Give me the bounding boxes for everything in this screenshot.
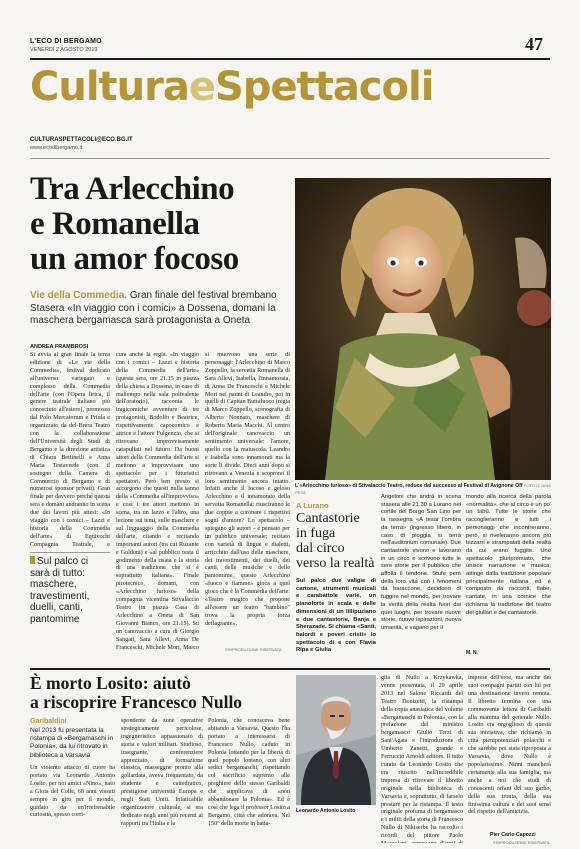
article1-author: ANDREA FRAMBROSI	[30, 344, 89, 350]
article3-col3-text: Polonia, che conosceva bene abitando a Varsavia. Questo l'ha portato a interessarsi di Francesco Nullo, caduto in Polonia lottando per la libertà di quel popolo lontano, con altri sedici bergamaschi, rispettando col sacrificio supremo alle preghiere dello stesso Garibaldi che supplicava di «non abbandonare la Polonia». Ed è così che lega il professor Losito a Bergamo, città che adorava. Nel 150° della morte in batta-	[208, 718, 290, 827]
article2-col2-text: Angeloni che andrà in scena stasera alle 21.30 a Lurano nel cortile del Borgo San Lino per la rassegna «A tesar l'ombra da terra» (ingresso libero, in caso di pioggia si terrà nell'auditorium comunale). Due cantastorie vivono e lavorano in un circo e scrivono tutte le sere storie per il pubblico che affolla il tendone. Stufe però della loro vita con i fenomeni da baraccone, decidono di fuggire nel mondo, per trovare la verità della realtà fuori dai quei luoghi, per trovare nuove storie, nuove ispirazioni, nuova umanità, e vagano per il	[381, 494, 461, 631]
article1-sidebar-quote	[30, 556, 110, 625]
article3-col2-text: spondente da zone operative strategicamente pericolose, ingegneristico appassionato di storia e valori militari. Studioso, insegnante, conferenziere apprezzato, di formazione classica, masseggne pronto alla goliardata, aveva frequentato, da studente e cattedratico, prestigiose università Europa e negli Stati Uniti. Infaticabile organizzatore culturale, si era dedicato negli anni più recenti ai rapporti tra l'Italia e la	[121, 718, 203, 827]
losito-portrait-illustration	[296, 675, 376, 805]
section-title-spettacoli: Spettacoli	[215, 64, 434, 110]
page-number: 47	[525, 34, 543, 54]
section-title	[30, 64, 433, 110]
article1-column2	[116, 352, 199, 652]
article2-column3	[466, 494, 551, 646]
article1-kicker: Vie della Commedia.	[30, 290, 128, 301]
section-email[interactable]: CULTURASPETTACOLI@ECO.BG.IT	[30, 137, 133, 143]
article2-headline-line4: verso la realtà	[296, 556, 375, 571]
article2-headline-line2: in fuga	[296, 526, 336, 541]
article1-column3	[205, 352, 290, 644]
losito-photo-caption: Leonardo Antonio Losito	[296, 808, 356, 814]
article1-summary-text: Gran finale del festival brembano Stasera «In viaggio con i comici» a Dossena, domani la maschera bergamasca sarà protagonista a Oneta	[30, 290, 277, 326]
article2-signature: M. N.	[466, 650, 478, 656]
article3-col1-text: Un violento attacco di cuore ha portato via Leonardo Antonio Losito, per noi amici «Nino», nato a Gioia del Colle, 68 anni vissuti sempre in giro per il mondo, guidato da un'irrefrenabile curiosità, spesso corri-	[30, 765, 115, 819]
header-rule	[30, 58, 550, 60]
losito-photo	[296, 675, 376, 805]
sidebar-quote-text: Sul palco ci sarà di tutto: maschere, travestimenti, duelli, canti, pantomime	[30, 556, 90, 625]
article1-col2-text: cura anche la regia. «In viaggio con i comici – Lazzi e historia della Commedia dell'arte» (questa sera, ore 21.15 in piazza della chiesa a Dossena, in caso di maltempo nella sala polivalente dell'oratorio), racconta le tragicomiche avventure di tre protagonisti, Bodolfo e Beatrice, rispettivamente capocomico e attrice e l'attore Fulgenzio, che si ritrovano improvvisamente catapultati nel futuro. Da buoni attori della Commedia dell'arte si mettono a improvvisare uno spettacolo per i futuristici spettatori. Però ben presto si accorgono che questi nulla sanno della «Commedia all'improvviso» e così i tre attori mettono in scena, tra un lazzo e l'altro, una lezione sui temi, sulle maschere e sul linguaggio della Commedia dell'arte, citando e recitando importanti autori (tra cui Ruzante e Goldoni) e «al pubblico resta il godimento della risata e la storia di una tradizione che si è soprattutto italiana». Finale pirotecnico, domani, con «Arlecchino furioso» della compagnia vicentina Stivalaccio Teatro (in piazza Casa di Arlecchino a Oneta di San Giovanni Bianco, ore 21.15). Su un canovaccio a cura di Giorgio Sangati, Sara Allevi, Anna De Franceschi, Michele Mori, Marco	[116, 352, 199, 651]
article3-col5-text: imprese dell'eroe, ma anche dei suoi compagni partiti con lui per una destinazione invero remota. Il libretto termina con una commovente lettera di Garibaldi alla mamma del generale Nullo. Losito era orgoglioso di questa sua iniziativa, che richiamò in città pienipotenziari polacchi e che sarebbe poi stata riproposta a Varsavia, dove Nullo è popolarissimo. Ninni mancherà certamente alla sua famiglia, ma anche a noi che studi di conoscenti orfani del suo garbo, della sua ironia, della sua finissima cultura e dei suoi sensi del rispetto dell'amicizia.	[468, 675, 551, 816]
article1-summary	[30, 290, 300, 328]
arlecchino-photo	[295, 178, 551, 480]
photo-caption-text: L'«Arlecchino furioso» di Stivalaccio Teatro, reduce dal successo al Festival di Avignone Off	[295, 483, 523, 489]
article1-headline-line1: Tra Arlecchino	[30, 171, 235, 207]
article3-column3	[208, 718, 290, 843]
article3-column5	[468, 675, 551, 830]
article1-column1	[30, 352, 110, 548]
article1-col1-text: Si avvia al gran finale la terza edizione di «Le vie della Commedia», festival dedicato all'universo variegato e complesso della Commedia dell'arte (con l'Opera lirica, il genere teatrale italiano più conosciuto all'estero), promosso dal Polo Mercatorum e Priula e organizzato da del-Brera Teatro con la collaborazione dell'Università degli Studi di Bergamo e la direzione artistica di Chiara Bettinelli e Anna Maria Testaverde (con il sostegno della Camera di Commercio di Bergamo e di numerosi sponsor privati). Gran finale per davvero perché questa sera e domani andranno in scena due dei lavori più attesi: «In viaggio con i comici – Lazzi e historia della Commedia dell'arte» di Equivochi Compagnia Teatrale, e	[30, 352, 110, 548]
article1-headline	[30, 172, 300, 277]
section-rule	[30, 158, 550, 159]
section-website[interactable]: www.ecodibergamo.it	[30, 145, 83, 151]
article2-col3-text: mondo alla ricerca della parola «normalità», che al circo è un po' un tabù. Tutte le storie che raccoglieranno e tutti i personaggi che incontreranno, però, si riveleranno ancora più bizzarri e strampalati della realtà da cui erano fuggite. Uno spettacolo pluripremiato, che unisce narrazione e musica; attinge dalla tradizione popolare principalmente italiana ed è composto da racconti, fiabe, cantate, in una cornice che richiama la tradizione del teatro dei giullari e dei cantastorie.	[466, 494, 551, 616]
article3-column1	[30, 765, 115, 843]
newspaper-name: L'ECO DI BERGAMO	[30, 38, 102, 45]
article1-headline-line3: un amor focoso	[30, 241, 239, 277]
article3-summary-text: Nel 2013 fu presentata la ristampa di «Bergamaschi in Polonia», da lui ritrovato in biblioteca a Varsavia	[30, 727, 114, 759]
article3-copyright: ©RIPRODUZIONE RISERVATA	[493, 840, 550, 845]
section-title-e: e	[188, 64, 215, 110]
photo-credit: FOTO DI NINA PESA	[295, 483, 551, 495]
article2-headline-line3: dal circo	[296, 541, 345, 556]
article-divider	[30, 668, 550, 670]
article3-kicker: Garibaldini	[30, 718, 67, 725]
article2-kicker: A Lurano	[296, 501, 329, 510]
arlecchino-photo-illustration	[295, 178, 551, 480]
sidebar-rule	[30, 552, 110, 553]
article1-headline-line2: e Romanella	[30, 206, 200, 242]
article3-column4	[381, 675, 463, 843]
article1-col3-text: si muovono una serie di personaggi: l'Arlecchino di Marco Zoppello, la servetta Romanella di Sara Allevi, Isabella, l'innamorata, di Anna De Franceschi e Michele Mori nei panni di Leandro, poi in quelli di Capitan Buttafuoco (regia di Marco Zoppello, scenografia di Alberto Nonnato, maschere di Roberto Maria Macchi. Al centro dell'originale canovaccio un sentimento universale: l'amore, quello con la maiuscola. Leandro e Isabella sono innamorati ma la sorte li divide. Dieci anni dopo si ritrovano a Venezia e scoprono il loro sentimento ancora intatto. Infatti anche il focoso e geloso Arlecchino e il innamorato della servetta Romanella: riusciranno le due coppie a coronare i rispettivi sogni d'amore? Lo spettacolo – spiegano gli autori – è pensato per un pubblico universale; recitato con varietà di lingue e dialetti, arricchito dall'uso delle maschere, dei travestimenti, dei duelli, dei canti, delle musiche e delle pantomime, questo Arlecchino «fuoco e fiamme» gioca a quel gioco che è la Commedia dell'arte: «Teatro magico che propone all'essere un teatro "bambino" trova la propria forza deflagrante».	[205, 352, 290, 627]
article3-headline-line1: È morto Losito: aiutò	[30, 673, 191, 693]
article1-copyright: ©RIPRODUZIONE RISERVATA	[225, 647, 282, 652]
quote-marker-icon	[30, 556, 35, 564]
article3-author: Pier Carlo Capozzi	[490, 832, 536, 838]
article2-column2	[381, 494, 461, 662]
article3-summary	[30, 727, 115, 760]
issue-date: VENERDÌ 2 AGOSTO 2019	[30, 47, 98, 53]
article2-summary	[296, 578, 376, 655]
article2-headline	[296, 511, 376, 571]
article3-headline-line2: a riscoprire Francesco Nullo	[30, 692, 243, 712]
section-title-cultura: Cultura	[30, 64, 189, 110]
article3-headline	[30, 674, 290, 712]
article3-col4-text: glia di Nullo a Krzykawka, venne presentata, il 29 aprile 2013 nel Salone Riccardi del Teatro Donizetti, la ristampa della copia anastatica del volume «Bergamaschi in Polonia», con la prefazione del ministro bergamasco Giulio Terzi di Sant'Agata e l'introduzione di Umberto Zanetti, grande e Ferruccio Arnoldi editore. Il tutto curato da Leonardo Losito che era riuscito nell'incredibile impresa di ritrovare il libretto originale nella biblioteca di Varsavia e, soprattutto, di farselo prestare per la ristampa. Il testo originale profuma di bergamasco e i militi della storia di Francesco Nullo di Nikiserbe ha raccolto i ricordi del pittore Paolo	[381, 675, 463, 840]
article2-headline-line1: Cantastorie	[296, 511, 360, 526]
article3-column2	[121, 718, 203, 843]
article2-summary-text: Sul palco due valigie di cartone, strumenti musicali e carabattole varie, un pianoforte in scala e delle dimensioni di un lillipuziano e due cantastorie, Banja e Sherazade. Si chiama «Santi, balordi e poveri cristi» lo spettacolo di e con Flavia Ripa e Giulia	[296, 578, 376, 654]
